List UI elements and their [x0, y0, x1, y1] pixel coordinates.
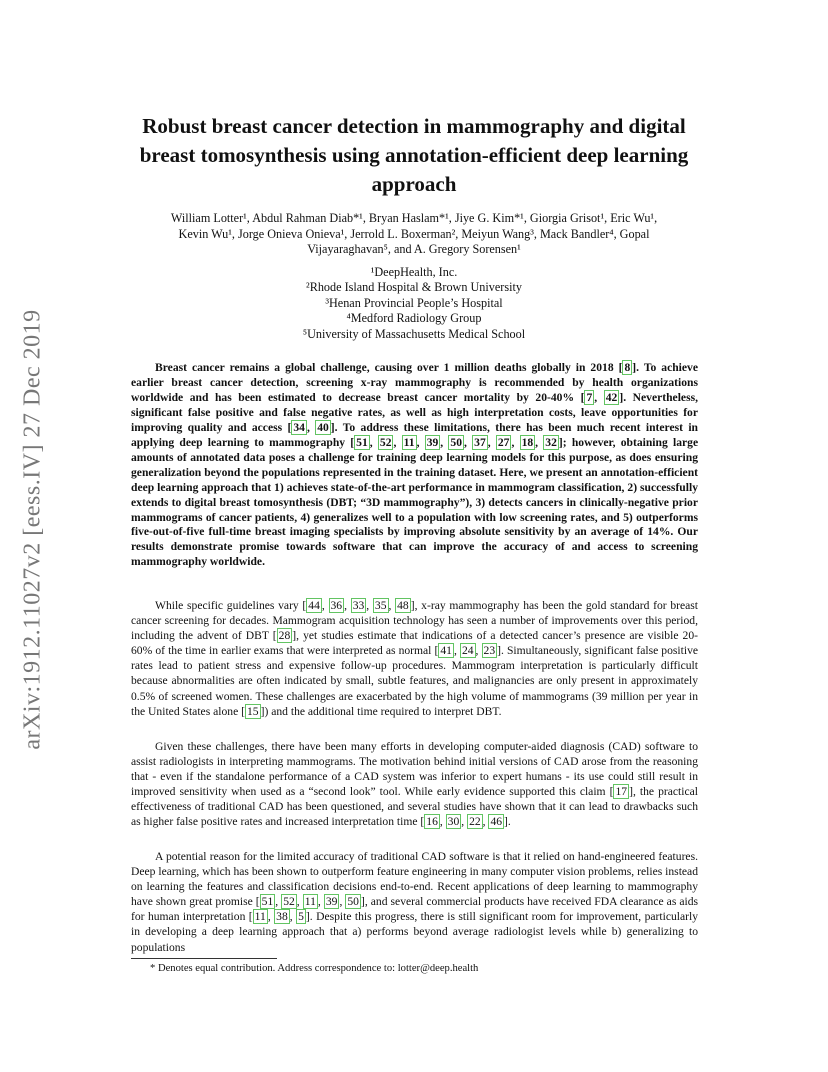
citation-link[interactable]: 52	[283, 895, 295, 909]
citation-link[interactable]: 38	[276, 910, 288, 924]
citation-link[interactable]: 17	[615, 785, 628, 799]
citation-link[interactable]: 50	[347, 895, 359, 909]
citation-link[interactable]: 51	[356, 435, 368, 449]
citation-link[interactable]: 5	[298, 910, 304, 924]
footnote-divider	[131, 958, 277, 959]
citation-link[interactable]: 11	[254, 910, 266, 924]
citation-link[interactable]: 39	[426, 435, 439, 449]
citation-link[interactable]: 8	[624, 361, 631, 374]
citation-link[interactable]: 30	[447, 815, 460, 829]
arxiv-sidebar	[10, 283, 56, 775]
citation-link[interactable]: 27	[497, 435, 510, 449]
body-paragraph: A potential reason for the limited accuracy of traditional CAD software is that it relied on hand-engineered features. Deep learning, which has been shown to outperform feature engineering in many computer vision problems, relies instead on learning the features and classification decisions end-to-end. Recent applications of deep learning to mammography have shown great promise [ 51 , 52 , 11 , 39 , 50 ], and several commercial products have received FDA clearance as aids for human interpretation [ 11 , 38 , 5 ]. Despite this progress, there is still significant room for improvement, particularly in developing a deep learning approach that a) performs beyond average radiologist levels while b) generalizing to populations	[131, 850, 699, 954]
paper-title: Robust breast cancer detection in mammography and digital breast tomosynthesis using annotation-efficient deep learning approach	[139, 114, 689, 196]
affiliation: ¹DeepHealth, Inc.	[370, 265, 458, 279]
citation-link[interactable]: 16	[426, 815, 438, 829]
body-paragraph: While specific guidelines vary [ 44 , 36 , 33 , 35 , 48 ], x-ray mammography has been the gold standard for breast cancer screening for decades. Mammogram acquisition technology has seen a number of improvements over this period, including the advent of DBT [ 28 ], yet studies estimate that indications of a detected cancer’s presence are visible 20-60% of the time in earlier exams that were interpreted as normal [ 41 , 24 , 23 ]. Simultaneously, significant false positive rates lead to patient stress and expensive follow-up procedures. Mammogram interpretation is particularly difficult because abnormalities are often indicated by small, subtle features, and malignancies are only present in approximately 0.5% of screened women. These challenges are exacerbated by the high volume of mammograms (39 million per year in the United States alone [ 15 ]) and the additional time required to interpret DBT.	[131, 599, 699, 718]
citation-link[interactable]: 41	[440, 644, 452, 658]
author-line: Vijayaraghavan⁵, and A. Gregory Sorensen¹	[307, 242, 521, 257]
citation-link[interactable]: 23	[483, 644, 496, 658]
citation-link[interactable]: 11	[403, 435, 415, 449]
citation-link[interactable]: 18	[521, 435, 534, 449]
citation-link[interactable]: 44	[308, 599, 320, 612]
author-list	[130, 211, 698, 258]
abstract: Breast cancer remains a global challenge, causing over 1 million deaths globally in 2018 [ 8 ]. To achieve earlier breast cancer detection, screening x-ray mammography is recommended by health organizations worldwide and has been estimated to decrease breast cancer mortality by 20-40% [ 7 , 42 ]. Nevertheless, significant false positive and false negative rates, as well as high interpretation costs, leave opportunities for improving quality and access [ 34 , 40 ]. To address these limitations, there has been much recent interest in applying deep learning to mammography [ 51 , 52 , 11 , 39 , 50 , 37 , 27 , 18 , 32 ]; however, obtaining large amounts of annotated data poses a challenge for training deep learning models for this purpose, as does ensuring generalization beyond the populations represented in the training dataset. Here, we present an annotation-efficient deep learning approach that 1) achieves state-of-the-art performance in mammogram classification, 2) successfully extends to digital breast tomosynthesis (DBT; “3D mammography”), 3) detects cancers in clinically-negative prior mammograms of cancer patients, 4) generalizes well to a population with low screening rates, and 5) outperforms five-out-of-five full-time breast imaging specialists by improving absolute sensitivity by an average of 14%. Our results demonstrate promise towards software that can improve the accuracy of and access to screening mammography worldwide.	[131, 361, 699, 569]
author-line: William Lotter¹, Abdul Rahman Diab*¹, Bryan Haslam*¹, Jiye G. Kim*¹, Giorgia Grisot¹, Eric Wu¹,	[170, 211, 658, 225]
citation-link[interactable]: 51	[261, 895, 274, 909]
citation-link[interactable]: 11	[304, 895, 316, 909]
citation-link[interactable]: 35	[374, 599, 387, 612]
affiliation: ²Rhode Island Hospital & Brown University	[306, 280, 522, 295]
citation-link[interactable]: 40	[317, 420, 329, 434]
citation-link[interactable]: 28	[278, 629, 291, 643]
citation-link[interactable]: 34	[293, 420, 305, 434]
citation-link[interactable]: 24	[461, 644, 474, 658]
footnote: * Denotes equal contribution. Address correspondence to: lotter@deep.health	[150, 963, 479, 974]
body-paragraph: Given these challenges, there have been many efforts in developing computer-aided diagnosis (CAD) software to assist radiologists in interpreting mammograms. The motivation behind initial versions of CAD arose from the reasoning that - even if the standalone performance of a CAD system was inferior to expert humans - its use could still result in improved sensitivity when used as a “second look” tool. While early evidence supported this claim [ 17 ], the practical effectiveness of traditional CAD has been questioned, and several studies have shown that it can lead to drawbacks such as higher false positive rates and increased interpretation time [ 16 , 30 , 22 , 46 ].	[131, 740, 698, 829]
affiliation: ³Henan Provincial People’s Hospital	[325, 295, 503, 310]
citation-link[interactable]: 32	[545, 435, 557, 449]
citation-link[interactable]: 50	[450, 435, 463, 449]
citation-link[interactable]: 42	[605, 390, 618, 404]
affiliation-list	[130, 265, 698, 342]
affiliation: ⁵University of Massachusetts Medical School	[302, 326, 526, 341]
arxiv-identifier: arXiv:1912.11027v2 [eess.IV] 27 Dec 2019	[19, 308, 46, 750]
citation-link[interactable]: 22	[469, 815, 481, 829]
affiliation: ⁴Medford Radiology Group	[346, 311, 482, 326]
author-line: Kevin Wu¹, Jorge Onieva Onieva¹, Jerrold L. Boxerman², Meiyun Wang³, Mack Bandler⁴, Gopal	[178, 226, 650, 241]
citation-link[interactable]: 15	[246, 704, 259, 718]
citation-link[interactable]: 46	[490, 815, 503, 829]
citation-link[interactable]: 33	[352, 599, 365, 612]
citation-link[interactable]: 36	[330, 599, 343, 612]
citation-link[interactable]: 52	[379, 435, 392, 449]
citation-link[interactable]: 7	[586, 390, 593, 404]
citation-link[interactable]: 48	[397, 599, 409, 612]
citation-link[interactable]: 39	[325, 895, 338, 909]
citation-link[interactable]: 37	[474, 435, 486, 449]
